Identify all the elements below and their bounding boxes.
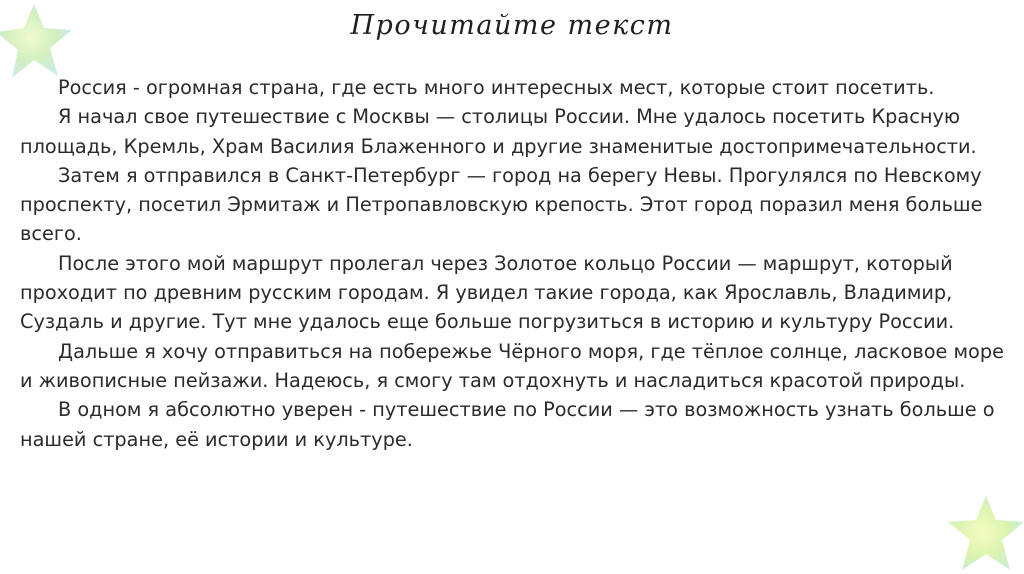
paragraph: После этого мой маршрут пролегал через Золотое кольцо России — маршрут, который проходит по древним русским городам. Я увидел такие города, как Ярославль, Владимир, Суздаль и другие. Тут мне удалось еще больше погрузиться в историю и культуру России. bbox=[20, 251, 955, 334]
star-icon bbox=[946, 490, 1024, 574]
slide-title: Прочитайте текст bbox=[350, 10, 674, 41]
paragraph: В одном я абсолютно уверен - путешествие по России — это возможность узнать больше о нашей стране, её истории и культуре. bbox=[20, 398, 995, 451]
paragraph: Дальше я хочу отправиться на побережье Чёрного моря, где тёплое солнце, ласковое море и живописные пейзажи. Надеюсь, я смогу там отдохнуть и насладиться красотой природы. bbox=[20, 339, 1004, 392]
paragraph: Я начал свое путешествие с Москвы — столицы России. Мне удалось посетить Красную площадь, Кремль, Храм Василия Блаженного и другие знаменитые достопримечательности. bbox=[20, 105, 977, 158]
paragraph: Россия - огромная страна, где есть много интересных мест, которые стоит посетить. bbox=[58, 76, 935, 99]
paragraph: Затем я отправился в Санкт-Петербург — город на берегу Невы. Прогулялся по Невскому проспекту, посетил Эрмитаж и Петропавловскую крепость. Этот город поразил меня больше всего. bbox=[20, 163, 983, 246]
text-body bbox=[20, 73, 1010, 454]
